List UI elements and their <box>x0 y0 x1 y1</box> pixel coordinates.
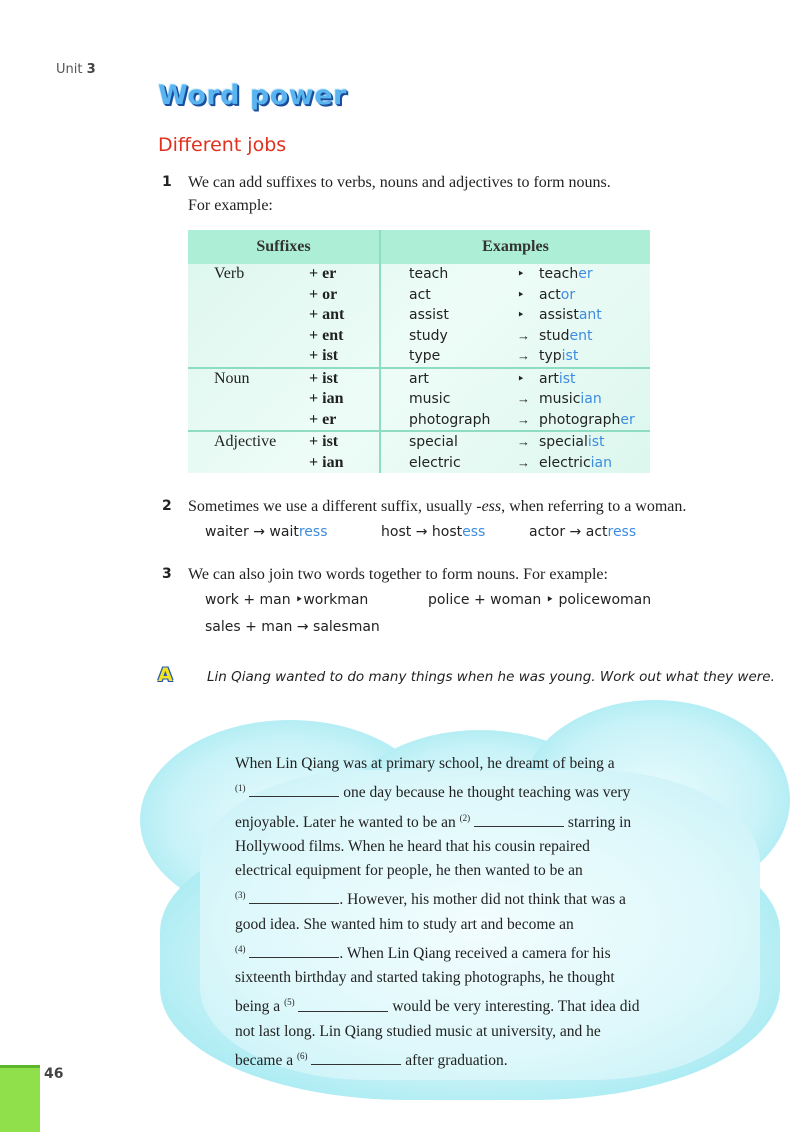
header-examples: Examples <box>380 230 650 264</box>
arrow-icon: → <box>517 327 530 343</box>
text: one day because he thought teaching was very <box>339 784 631 802</box>
arrow-icon: → <box>517 454 530 470</box>
derived-word <box>539 285 650 306</box>
base: host <box>381 524 412 540</box>
passage-line: not last long. Lin Qiang studied music at university, and he <box>235 1022 601 1040</box>
base-word: act <box>380 285 517 306</box>
blank-4[interactable] <box>249 945 339 958</box>
base-word: type <box>380 346 517 368</box>
derived-word <box>539 326 650 347</box>
base-word: special <box>380 431 517 453</box>
word-type: Noun <box>188 368 309 390</box>
suffix: + er <box>309 410 337 428</box>
table-row <box>188 326 650 347</box>
blank-number-6: (6) <box>296 1051 308 1062</box>
base-word: photograph <box>380 410 517 432</box>
result: salesman <box>313 619 380 635</box>
derived-word <box>539 264 650 285</box>
word-type <box>188 389 309 410</box>
text: being a <box>235 998 285 1016</box>
stem: assist <box>539 307 579 323</box>
result: workman <box>303 592 369 608</box>
ending: ress <box>607 524 637 540</box>
page-number: 46 <box>44 1066 64 1082</box>
table-row <box>188 410 650 432</box>
text: . When Lin Qiang received a camera for his <box>339 945 611 963</box>
suffix: + ent <box>309 326 344 344</box>
arrow-icon: ‣ <box>517 286 525 302</box>
table-row <box>188 368 650 390</box>
base-word: electric <box>380 453 517 474</box>
ending: ist <box>561 348 579 364</box>
activity-a-icon: A <box>158 664 173 686</box>
derived-word <box>539 346 650 368</box>
suffix-ess: -ess <box>476 498 502 515</box>
word-type: Adjective <box>188 431 309 453</box>
text: enjoyable. Later he wanted to be an <box>235 813 460 831</box>
derived-word <box>539 410 650 432</box>
blank-3[interactable] <box>249 891 339 904</box>
example-hostess <box>381 524 485 540</box>
example-policewoman <box>428 592 651 608</box>
unit-label <box>56 62 96 77</box>
passage-line <box>235 1044 640 1073</box>
item-number-3: 3 <box>162 566 172 582</box>
word-type <box>188 453 309 474</box>
derived-word <box>539 431 650 453</box>
suffix: + ant <box>309 306 345 323</box>
page-title: Word power <box>158 80 347 111</box>
blank-1[interactable] <box>249 784 339 797</box>
table-row <box>188 453 650 474</box>
suffix-table <box>188 230 650 473</box>
word-type <box>188 285 309 306</box>
table-row <box>188 264 650 285</box>
base-word: assist <box>380 305 517 326</box>
arrow-icon: → <box>253 524 265 540</box>
ending: ian <box>580 391 602 407</box>
word-type <box>188 346 309 368</box>
arrow-icon: → <box>569 524 582 540</box>
stem: special <box>539 434 588 450</box>
word-type <box>188 410 309 432</box>
base-word: study <box>380 326 517 347</box>
stem: act <box>539 286 561 303</box>
word-type <box>188 305 309 326</box>
text: Sometimes we use a different suffix, usually <box>188 498 477 515</box>
ending: ant <box>578 307 602 323</box>
section2-text <box>188 495 686 518</box>
ending: ist <box>558 370 576 387</box>
stem: host <box>431 524 463 540</box>
arrow-icon: ‣ <box>295 592 304 608</box>
example-workman <box>205 592 368 608</box>
ending: ist <box>587 434 605 450</box>
parts: police + woman <box>428 592 542 608</box>
suffix: + er <box>309 265 337 282</box>
intro-text-line2: For example: <box>188 197 273 214</box>
stem: typ <box>539 348 562 364</box>
ending: ress <box>298 524 328 540</box>
arrow-icon: → <box>296 619 309 635</box>
text: . However, his mother did not think that was a <box>339 891 626 909</box>
derived-word <box>539 305 650 326</box>
ending: ian <box>590 454 612 471</box>
suffix: + ian <box>309 453 344 471</box>
ending: ess <box>462 524 486 540</box>
passage-line <box>235 990 640 1019</box>
base: waiter <box>205 524 249 540</box>
arrow-icon: ‣ <box>517 368 539 390</box>
derived-word <box>539 453 650 474</box>
blank-number-1: (1) <box>235 783 246 794</box>
suffix: + ist <box>309 431 380 453</box>
ending: ent <box>569 327 593 344</box>
parts: sales + man <box>205 619 293 635</box>
stem: teach <box>539 266 579 282</box>
result: policewoman <box>558 592 652 608</box>
base-word: music <box>380 389 517 410</box>
stem: act <box>585 524 608 540</box>
section3-text: We can also join two words together to form nouns. For example: <box>188 566 608 583</box>
suffix: + ist <box>309 347 339 364</box>
arrow-icon: → <box>517 411 530 427</box>
stem: stud <box>539 327 570 344</box>
ending: or <box>560 286 576 303</box>
stem: wait <box>269 524 299 540</box>
text: starring in <box>564 813 632 831</box>
base-word: teach <box>380 264 517 285</box>
header-suffixes: Suffixes <box>188 230 380 264</box>
passage-line: sixteenth birthday and started taking photographs, he thought <box>235 969 615 987</box>
stem: art <box>539 370 559 387</box>
arrow-icon: → <box>517 391 530 406</box>
example-actress <box>529 524 636 540</box>
passage-line <box>235 776 640 805</box>
unit-text: Unit <box>56 62 83 77</box>
arrow-icon: → <box>415 524 428 540</box>
passage-line: electrical equipment for people, he then wanted to be an <box>235 862 583 880</box>
passage-line <box>235 937 640 966</box>
stem: photograph <box>539 411 621 428</box>
derived-word <box>539 368 650 390</box>
word-type <box>188 326 309 347</box>
blank-number-5: (5) <box>284 997 295 1008</box>
blank-number-4: (4) <box>235 943 246 954</box>
intro-text-line1: We can add suffixes to verbs, nouns and adjectives to form nouns. <box>188 174 611 191</box>
arrow-icon: → <box>517 431 539 453</box>
suffix: + ist <box>309 368 380 390</box>
page-tab <box>0 1065 40 1132</box>
arrow-icon: → <box>517 348 530 363</box>
blank-2[interactable] <box>474 814 564 827</box>
table-row <box>188 389 650 410</box>
blank-6[interactable] <box>311 1052 401 1065</box>
blank-number-2: (2) <box>459 812 471 823</box>
arrow-icon: ‣ <box>517 266 525 281</box>
arrow-icon: ‣ <box>545 592 554 608</box>
table-row <box>188 285 650 306</box>
passage-line: good idea. She wanted him to study art and become an <box>235 915 574 933</box>
blank-5[interactable] <box>298 999 388 1012</box>
table-row <box>188 346 650 368</box>
ending: er <box>578 266 593 282</box>
suffix: + ian <box>309 390 344 407</box>
text: , when referring to a woman. <box>501 498 687 515</box>
passage-line: Hollywood films. When he heard that his cousin repaired <box>235 837 590 855</box>
item-number-2: 2 <box>162 498 172 514</box>
section-title: Different jobs <box>158 134 287 156</box>
unit-number: 3 <box>86 62 96 77</box>
parts: work + man <box>205 592 291 608</box>
example-salesman <box>205 619 380 635</box>
text: after graduation. <box>401 1052 508 1070</box>
stem: music <box>539 391 581 407</box>
base: actor <box>529 524 566 540</box>
table-row <box>188 305 650 326</box>
suffix: + or <box>309 285 338 303</box>
stem: electric <box>539 454 591 471</box>
passage-line: When Lin Qiang was at primary school, he dreamt of being a <box>235 755 615 772</box>
passage-line <box>235 806 640 835</box>
passage-line <box>235 883 640 912</box>
table-row <box>188 431 650 453</box>
derived-word <box>539 389 650 410</box>
base-word: art <box>380 368 517 390</box>
example-waitress <box>205 524 328 540</box>
word-type: Verb <box>214 265 245 282</box>
item-number-1: 1 <box>162 174 172 190</box>
ending: er <box>620 411 635 428</box>
text: became a <box>235 1052 297 1070</box>
blank-number-3: (3) <box>235 890 246 901</box>
text: would be very interesting. That idea did <box>388 998 640 1016</box>
activity-instruction: Lin Qiang wanted to do many things when he was young. Work out what they were. <box>207 669 775 685</box>
arrow-icon: ‣ <box>517 307 525 322</box>
passage <box>235 752 640 1073</box>
